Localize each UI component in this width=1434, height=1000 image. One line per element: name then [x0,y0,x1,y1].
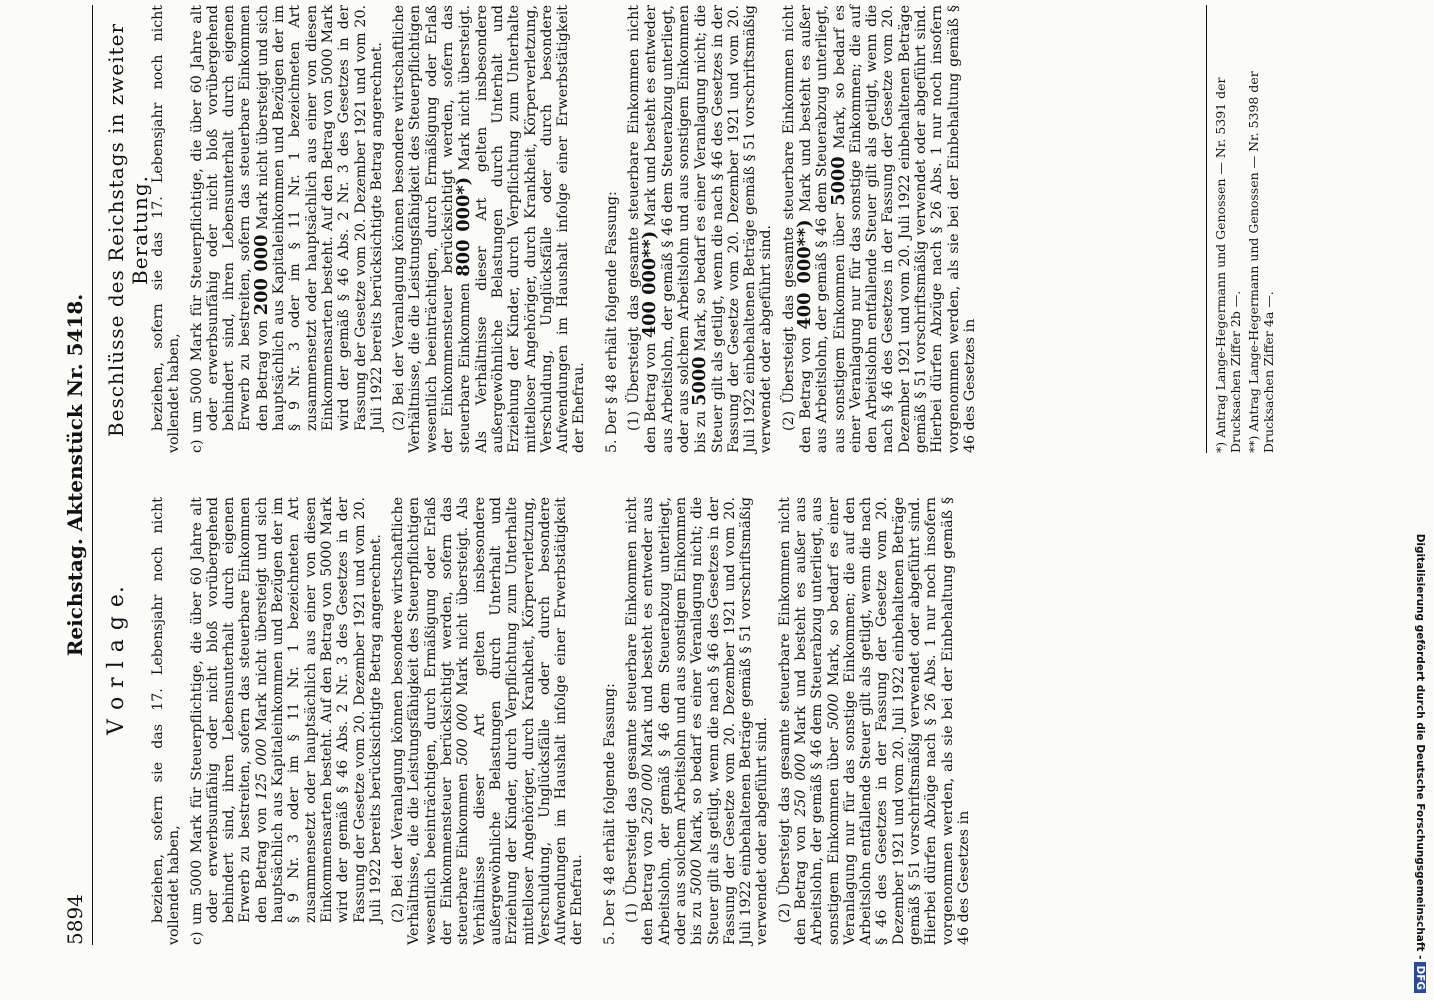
right-paragraph [781,5,979,453]
amount: 200 000 [250,234,272,316]
text-run: (2) Übersteigt das gesamte steuerbare Einkommen nicht den Betrag von [780,5,814,453]
text-run: (2) Bei der Veranlagung können besondere wirtschaftliche Verhältnisse, die die Leistungsfähigkeit des Steuerpflichtigen wesentlich beeinträchtigen, durch Ermäßigung oder Erlaß der Einkommensteuer berücksichtigt werden, sofern das steuerbare Einkommen [391,5,474,453]
digitization-credit [1410,8,1430,993]
item-label: c) [188,439,205,453]
amount: 800 000*) [453,176,475,277]
text-run: Mark und besteht es entweder aus Arbeitslohn, der gemäß § 46 dem Steuerabzug unterliegt, oder aus solchem Arbeitslohn und aus sonstigem Einkommen bis zu [643,4,710,453]
footnotes [1206,5,1279,453]
text-run: um 5000 Mark für Steuerpflichtige, die über 60 Jahre alt oder erwerbsunfähig oder nicht bloß vorübergehend behindert sind, ihren Lebensunterhalt durch eigenen Erwerb zu bestreiten, sofern das steuerbare Einkommen den Betrag von [188,5,271,433]
text-run: Mark, so bedarf es einer Veranlagung nur für das sonstige Einkommen; die auf den Arbeitslohn entfallende Steuer gilt als getilgt, wenn die nach § 46 des Gesetzes in der Fassung der Gesetze vom 20. Dezember 1921 und vom 20. Juli 1922 einbehaltenen Beträge gemäß § 51 vorschriftsmäßig verwendet oder abgeführt sind. Hierbei dürfen Abzüge nach § 26 Abs. 1 nur noch insofern vorgenommen werden, als sie bei der Einbehaltung gemäß § 46 des Gesetzes in [831,5,978,453]
amount: 5000 [827,156,849,206]
left-paragraph [390,497,586,945]
amount: 500 000 [455,703,472,766]
page-title: Reichstag. Aktenstück Nr. 5418. [63,293,87,657]
right-paragraph [391,5,588,453]
left-paragraph [777,497,973,945]
text-run: Mark nicht übersteigt und sich hauptsächlich aus Kapitaleinkommen und Bezügen der im § 9 Nr. 3 oder im § 11 Nr. 1 bezeichneten Art zusammensetzt oder hauptsächlich aus einer von diesen Einkommensarten besteht. Auf den Betrag von 5000 Mark wird der gemäß § 46 Abs. 2 Nr. 3 des Gesetzes in der Fassung der Gesetze vom 20. Dezember 1921 und vom 20. Juli 1922 bereits berücksichtigte Betrag angerechnet. [253,497,384,923]
amount: 125 000 [253,738,270,800]
text-run: Mark, so bedarf es einer Veranlagung nicht; die Steuer gilt als getilgt, wenn die nach § 46 des Gesetzes in der Fassung der Gesetze vom 20. Dezember 1921 und vom 20. Juli 1922 einbehaltenen Beträge gemäß § 51 vorschriftsmäßig verwendet oder abgeführt sind. [693,4,775,453]
left-paragraph: beziehen, sofern sie das 17. Lebensjahr noch nicht vollendet haben, [150,497,183,945]
footnote: *) Antrag Lange-Hegermann und Genossen — Nr. 5391 der Drucksachen Ziffer 2b —. [1213,77,1243,453]
left-paragraph [624,497,771,945]
text-run: (1) Übersteigt das gesamte steuerbare Einkommen nicht den Betrag von [626,5,660,453]
text-run: Mark und besteht es außer aus Arbeitslohn, der gemäß § 46 dem Steuerabzug unterliegt, aus sonstigem Einkommen über [797,5,848,453]
amount: 5000 [825,693,842,730]
text-run: Mark nicht übersteigt. Als Verhältnisse dieser Art gelten insbesondere außergewöhnliche Belastungen durch Unterhalt und Erziehung der Kinder, durch Verpflichtung zum Unterhalte mittelloser Angehöriger, durch Krankheit, Körperverletzung, Verschuldung, Unglücksfälle oder durch besondere Aufwendungen im Haushalt infolge einer Erwerbstätigkeit der Ehefrau. [455,497,586,945]
amount: 250 000 [792,753,809,817]
text-run: (2) Bei der Veranlagung können besondere wirtschaftliche Verhältnisse, die die Leistungsfähigkeit des Steuerpflichtigen wesentlich beeinträchtigen, durch Ermäßigung oder Erlaß der Einkommensteuer berücksichtigt werden, sofern das steuerbare Einkommen [390,497,472,945]
section-heading: 5. Der § 48 erhält folgende Fassung: [603,191,620,453]
right-paragraph [626,5,775,453]
page-number: 5894 [63,894,87,945]
text-run: um 5000 Mark für Steuerpflichtige, die über 60 Jahre alt oder erwerbsunfähig oder nicht bloß vorübergehend behindert sind, ihren Lebensunterhalt durch eigenen Erwerb zu bestreiten, sofern das steuerbare Einkommen den Betrag von [188,497,270,925]
left-item-c [189,497,385,945]
rotated-page [58,5,1308,945]
right-item-c [189,5,386,453]
left-column-heading: V o r l a g e. [104,585,129,735]
text-run: (1) Übersteigt das gesamte steuerbare Einkommen nicht den Betrag von [624,497,657,945]
amount: 400 000**) [793,219,815,330]
section-heading: 5. Der § 48 erhält folgende Fassung: [601,683,618,945]
item-label: c) [188,931,205,945]
text-run: Mark und besteht es außer aus Arbeitslohn, der gemäß § 46 dem Steuerabzug unterliegt, aus sonstigem Einkommen über [792,497,842,945]
amount: 250 000 [640,763,657,825]
credit-text: Digitalisierung gefördert durch die Deutsche Forschungsgemeinschaft - [1414,533,1426,960]
amount: 400 000**) [639,230,661,339]
amount: 5000 [689,859,706,896]
amount: 5000 [689,356,711,406]
text-run: (2) Übersteigt das gesamte steuerbare Einkommen nicht den Betrag von [776,497,809,945]
right-column [150,5,984,453]
page-header [58,5,93,945]
text-run: Mark und besteht es entweder aus Arbeitslohn, der gemäß § 46 dem Steuerabzug unterliegt, oder aus solchem Arbeitslohn und aus sonstigem Einkommen bis zu [640,497,706,945]
text-run: Mark nicht übersteigt und sich hauptsächlich aus Kapitaleinkommen und Bezügen der im § 9 Nr. 3 oder im § 11 Nr. 1 bezeichneten Art zusammensetzt oder hauptsächlich aus einer von diesen Einkommensarten besteht. Auf den Betrag von 5000 Mark wird der gemäß § 46 Abs. 2 Nr. 3 des Gesetzes in der Fassung der Gesetze vom 20. Dezember 1921 und vom 20. Juli 1922 bereits berücksichtigte Betrag angerechnet. [254,5,385,431]
left-column [150,497,978,945]
right-paragraph: beziehen, sofern sie das 17. Lebensjahr noch nicht vollendet haben, [150,5,183,453]
footnote: **) Antrag Lange-Hegermann und Genossen — Nr. 5398 der Drucksachen Ziffer 4a —. [1246,71,1276,453]
text-run: Mark nicht übersteigt. Als Verhältnisse dieser Art gelten insbesondere außergewöhnliche Belastungen durch Unterhalt und Erziehung der Kinder, durch Verpflichtung zum Unterhalte mittelloser Angehöriger, durch Krankheit, Körperverletzung, Verschuldung, Unglücksfälle oder durch besondere Aufwendungen im Haushalt infolge einer Erwerbstätigkeit der Ehefrau. [457,4,588,453]
credit-text-line [1410,8,1430,993]
right-column-heading: Beschlüsse des Reichstags in zweiter Beratung. [104,22,152,438]
text-run: Mark, so bedarf es einer Veranlagung nur für das sonstige Einkommen; die auf den Arbeitslohn entfallende Steuer gilt als getilgt, wenn die nach § 46 des Gesetzes in der Fassung der Gesetze vom 20. Dezember 1921 und vom 20. Juli 1922 einbehaltenen Beträge gemäß § 51 vorschriftsmäßig verwendet oder abgeführt sind. Hierbei dürfen Abzüge nach § 26 Abs. 1 nur noch insofern vorgenommen werden, als sie bei der Einbehaltung gemäß § 46 des Gesetzes in [825,496,972,945]
text-run: Mark, so bedarf es einer Veranlagung nicht; die Steuer gilt als getilgt, wenn die nach § 46 des Gesetzes in der Fassung der Gesetze vom 20. Dezember 1921 und vom 20. Juli 1922 einbehaltenen Beträge gemäß § 51 vorschriftsmäßig verwendet oder abgeführt sind. [689,497,771,945]
dfg-logo: DFG [1414,962,1426,993]
